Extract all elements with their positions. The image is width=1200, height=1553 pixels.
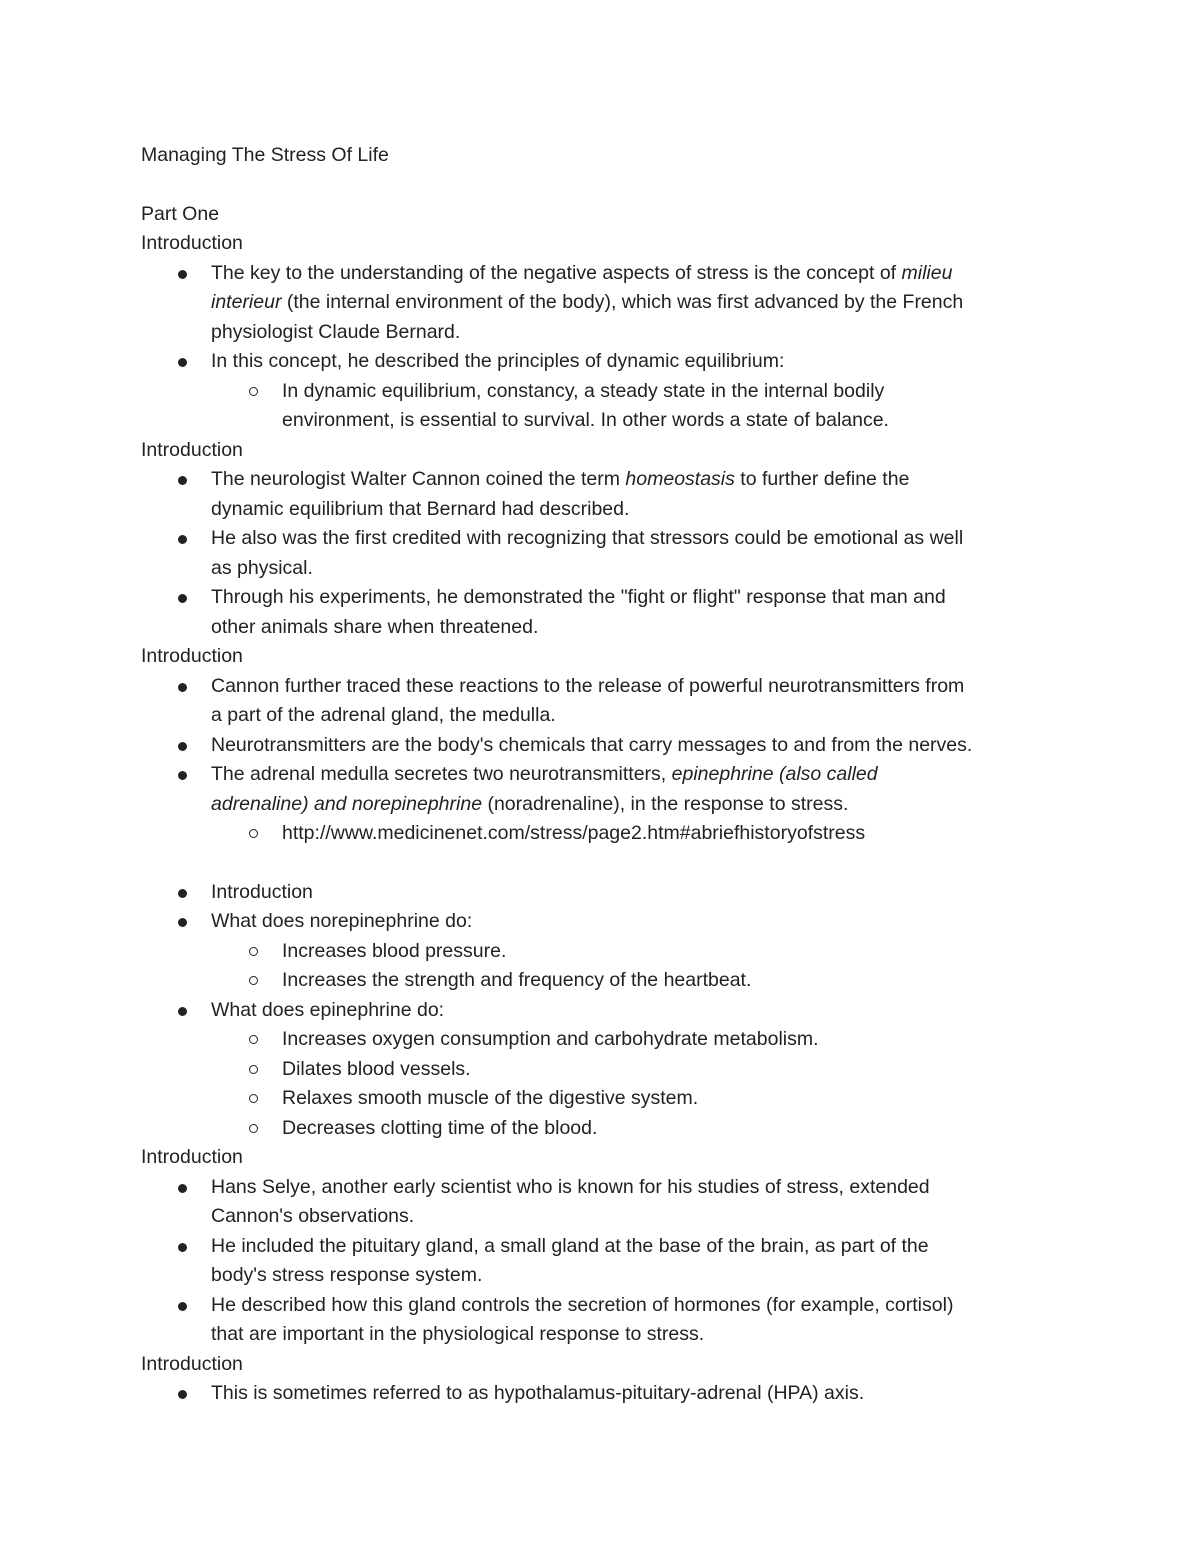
bullet-icon — [178, 476, 187, 485]
italic-term: homeostasis — [625, 468, 735, 490]
bullet-icon — [178, 1184, 187, 1193]
bullet-text-line: environment, is essential to survival. In other words a state of balance. — [282, 409, 889, 431]
hollow-bullet-icon — [249, 1094, 258, 1103]
bullet-text-line: Increases the strength and frequency of the heartbeat. — [282, 969, 752, 991]
document-page — [141, 141, 1061, 1409]
section-heading: Introduction — [141, 1146, 243, 1168]
bullet-text-line: body's stress response system. — [211, 1264, 483, 1286]
bullet-icon — [178, 1007, 187, 1016]
italic-term: epinephrine (also called — [671, 763, 878, 785]
bullet-item — [141, 1379, 1061, 1409]
bullet-icon — [178, 1302, 187, 1311]
text-run: The key to the understanding of the negative aspects of stress is the concept of — [211, 261, 902, 284]
bullet-text-line: This is sometimes referred to as hypothalamus-pituitary-adrenal (HPA) axis. — [211, 1382, 865, 1404]
bullet-text-line — [211, 288, 1061, 318]
bullet-text-line — [211, 259, 1061, 289]
bullet-text-line: Increases blood pressure. — [282, 939, 507, 962]
bullet-text-line — [211, 790, 1061, 820]
italic-term: interieur — [211, 291, 282, 313]
bullet-text-line: Increases oxygen consumption and carbohydrate metabolism. — [282, 1028, 819, 1050]
bullet-item — [141, 465, 1061, 524]
bullet-icon — [178, 594, 187, 603]
bullet-text-line: He also was the first credited with recognizing that stressors could be emotional as well — [211, 527, 964, 549]
bullet-item — [141, 524, 1061, 583]
bullet-text-line: Cannon further traced these reactions to the release of powerful neurotransmitters from — [211, 674, 965, 697]
section-heading: Introduction — [141, 1352, 243, 1375]
bullet-item — [141, 760, 1061, 819]
bullet-text-line: other animals share when threatened. — [211, 615, 539, 638]
bullet-text-line: dynamic equilibrium that Bernard had described. — [211, 497, 630, 520]
bullet-item — [141, 996, 1061, 1026]
hollow-bullet-icon — [249, 1124, 258, 1133]
bullet-text-line: a part of the adrenal gland, the medulla. — [211, 704, 556, 726]
bullet-icon — [178, 742, 187, 751]
sub-bullet-item — [141, 377, 1061, 436]
bullet-icon — [178, 535, 187, 544]
bullet-item — [141, 907, 1061, 937]
bullet-text-line: Relaxes smooth muscle of the digestive system. — [282, 1087, 699, 1109]
section-heading: Introduction — [141, 232, 243, 254]
bullet-text-line: Through his experiments, he demonstrated the "fight or flight" response that man and — [211, 586, 946, 608]
spacer — [141, 849, 1061, 878]
bullet-item — [141, 347, 1061, 377]
hollow-bullet-icon — [249, 387, 258, 396]
bullet-text-line — [211, 760, 1061, 790]
bullet-text-line: Cannon's observations. — [211, 1205, 415, 1227]
bullet-text-line: Decreases clotting time of the blood. — [282, 1116, 598, 1139]
bullet-item — [141, 672, 1061, 731]
sub-bullet-item — [141, 1025, 1061, 1055]
italic-term: adrenaline) and norepinephrine — [211, 792, 483, 815]
hollow-bullet-icon — [249, 1065, 258, 1074]
bullet-text-line: In this concept, he described the principles of dynamic equilibrium: — [211, 350, 785, 372]
sub-bullet-item — [141, 937, 1061, 967]
text-run: (noradrenaline), in the response to stress. — [482, 792, 849, 815]
hollow-bullet-icon — [249, 976, 258, 985]
bullet-icon — [178, 270, 187, 279]
sub-bullet-item — [141, 1055, 1061, 1085]
bullet-item — [141, 1291, 1061, 1350]
bullet-text-line: that are important in the physiological response to stress. — [211, 1323, 705, 1345]
bullet-text-line: Neurotransmitters are the body's chemicals that carry messages to and from the nerves. — [211, 733, 973, 756]
text-run: to further define the — [734, 468, 910, 490]
bullet-item — [141, 259, 1061, 348]
sub-bullet-item — [141, 966, 1061, 996]
bullet-icon — [178, 889, 187, 898]
section-heading: Introduction — [141, 438, 243, 461]
section-heading: Introduction — [141, 645, 243, 667]
bullet-item — [141, 878, 1061, 908]
bullet-text-line: Hans Selye, another early scientist who is known for his studies of stress, extended — [211, 1175, 930, 1198]
bullet-item — [141, 583, 1061, 642]
document-title: Managing The Stress Of Life — [141, 144, 389, 166]
bullet-icon — [178, 1390, 187, 1399]
bullet-item — [141, 1232, 1061, 1291]
bullet-text-line: In dynamic equilibrium, constancy, a steady state in the internal bodily — [282, 379, 885, 402]
text-run: The adrenal medulla secretes two neurotransmitters, — [211, 763, 672, 785]
spacer — [141, 171, 1061, 200]
bullet-icon — [178, 683, 187, 692]
sub-bullet-item — [141, 1084, 1061, 1114]
sub-bullet-item — [141, 819, 1061, 849]
italic-term: milieu — [901, 261, 953, 284]
hollow-bullet-icon — [249, 1035, 258, 1044]
bullet-text-line: What does norepinephrine do: — [211, 910, 473, 932]
hollow-bullet-icon — [249, 947, 258, 956]
bullet-text-line: He included the pituitary gland, a small gland at the base of the brain, as part of the — [211, 1234, 929, 1257]
bullet-text-line: as physical. — [211, 556, 313, 579]
text-run: The neurologist Walter Cannon coined the term — [211, 468, 626, 490]
text-run: (the internal environment of the body), which was first advanced by the French — [281, 291, 964, 313]
sub-bullet-item — [141, 1114, 1061, 1144]
bullet-text-line: He described how this gland controls the secretion of hormones (for example, cortisol) — [211, 1293, 954, 1316]
part-heading: Part One — [141, 202, 220, 225]
bullet-text-line: Dilates blood vessels. — [282, 1057, 471, 1080]
bullet-text-line: Introduction — [211, 880, 313, 903]
bullet-text-line — [211, 465, 1061, 495]
reference-url[interactable]: http://www.medicinenet.com/stress/page2.htm#abriefhistoryofstress — [282, 822, 866, 844]
bullet-icon — [178, 358, 187, 367]
bullet-item — [141, 1173, 1061, 1232]
bullet-icon — [178, 771, 187, 780]
bullet-icon — [178, 918, 187, 927]
bullet-text-line: What does epinephrine do: — [211, 998, 445, 1021]
bullet-item — [141, 731, 1061, 761]
bullet-icon — [178, 1243, 187, 1252]
bullet-text-line: physiologist Claude Bernard. — [211, 320, 461, 343]
hollow-bullet-icon — [249, 829, 258, 838]
